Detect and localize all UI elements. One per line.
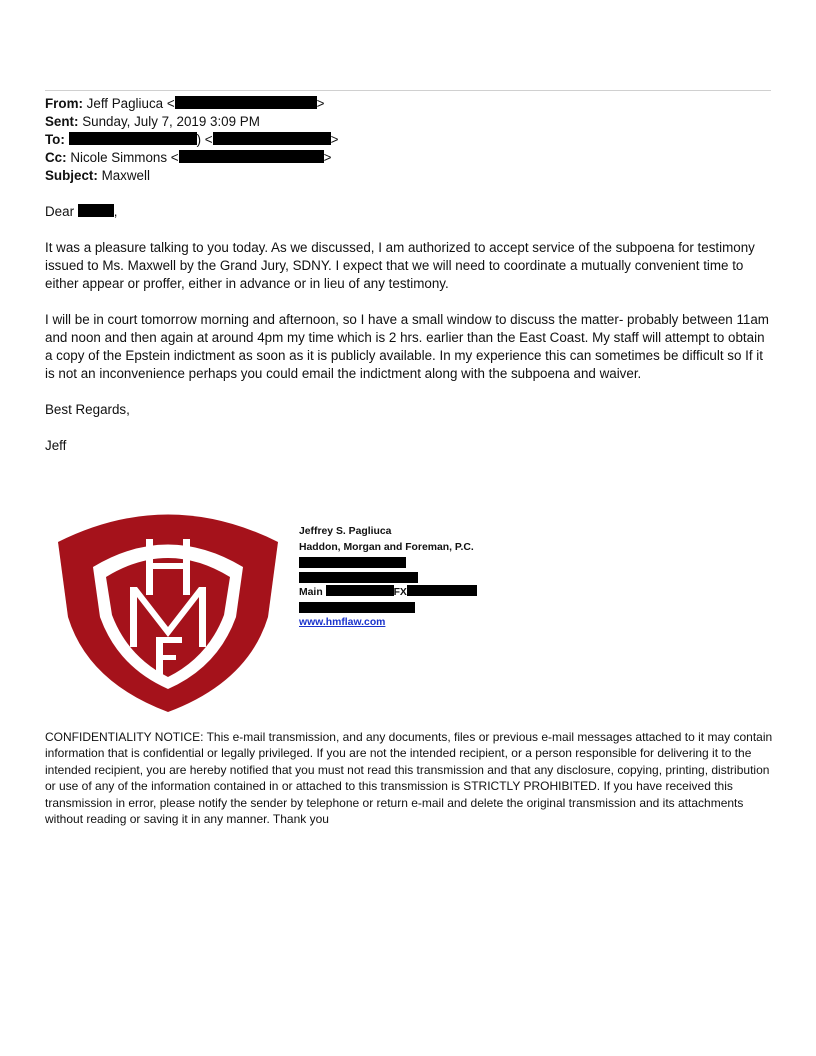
redacted-main-phone <box>326 585 394 596</box>
to-close: > <box>330 132 339 147</box>
fx-label: FX <box>393 587 407 598</box>
cc-close: > <box>323 150 332 165</box>
subject-value: Maxwell <box>101 168 150 183</box>
sent-label: Sent: <box>45 114 79 129</box>
paragraph-2: I will be in court tomorrow morning and afternoon, so I have a small window to discuss the matter- probably between 11am and noon and then again at around 4pm my time which is 2 hrs. earlier than the East Coast. My staff will attempt to obtain a copy of the Epstein indictment as soon as it is publicly available. In my experience this can sometimes be difficult so If it is not an inconvenience perhaps you could email the indictment along with the subpoena and waiver. <box>45 312 769 381</box>
cc-line <box>45 149 331 167</box>
cc-label: Cc: <box>45 150 67 165</box>
redacted-fax <box>407 585 477 596</box>
from-close: > <box>316 96 325 111</box>
from-name: Jeff Pagliuca < <box>86 96 175 111</box>
closing: Best Regards, <box>45 402 130 417</box>
subject-line <box>45 167 150 185</box>
main-label: Main <box>299 587 323 598</box>
hmf-shield-icon <box>58 497 278 717</box>
redacted-address-2 <box>299 572 418 583</box>
paragraph-1: It was a pleasure talking to you today. As we discussed, I am authorized to accept service of the subpoena for testimony issued to Ms. Maxwell by the Grand Jury, SDNY. I expect that we will need to coordinate a mutually convenient time to either appear or proffer, either in advance or in lieu of any testimony. <box>45 240 755 291</box>
sig-name: Jeffrey S. Pagliuca <box>299 526 392 537</box>
redacted-email-sig <box>299 602 415 613</box>
sig-phone-line <box>299 585 477 600</box>
from-line <box>45 95 324 113</box>
from-label: From: <box>45 96 83 111</box>
sent-value: Sunday, July 7, 2019 3:09 PM <box>82 114 260 129</box>
sig-firm: Haddon, Morgan and Foreman, P.C. <box>299 542 474 553</box>
greeting-comma: , <box>113 204 118 219</box>
to-mid: ) < <box>196 132 213 147</box>
redacted-cc-email <box>179 150 324 163</box>
cc-name: Nicole Simmons < <box>70 150 179 165</box>
greeting-text: Dear <box>45 204 75 219</box>
redacted-to-name <box>69 132 197 145</box>
signoff: Jeff <box>45 438 67 453</box>
header-divider <box>45 90 771 91</box>
greeting <box>45 203 118 221</box>
redacted-to-email <box>213 132 331 145</box>
to-line <box>45 131 338 149</box>
confidentiality-notice: CONFIDENTIALITY NOTICE: This e-mail transmission, and any documents, files or previous e-mail messages attached to it may contain information that is confidential or legally privileged. If you are not the intended recipient, or a person responsible for delivering it to the intended recipient, you are hereby notified that you must not read this transmission and that any disclosure, copying, printing, distribution or use of any of the information contained in or attached to this transmission is STRICTLY PROHIBITED. If you have received this transmission in error, please notify the sender by telephone or return e-mail and delete the original transmission and its attachments without reading or saving it in any manner. Thank you <box>45 730 773 827</box>
redacted-recipient <box>78 204 114 217</box>
sent-line <box>45 113 260 131</box>
website-link[interactable]: www.hmflaw.com <box>299 617 386 628</box>
redacted-address-1 <box>299 557 406 568</box>
subject-label: Subject: <box>45 168 98 183</box>
redacted-email-from <box>175 96 317 109</box>
to-label: To: <box>45 132 65 147</box>
hmf-logo <box>58 497 278 717</box>
